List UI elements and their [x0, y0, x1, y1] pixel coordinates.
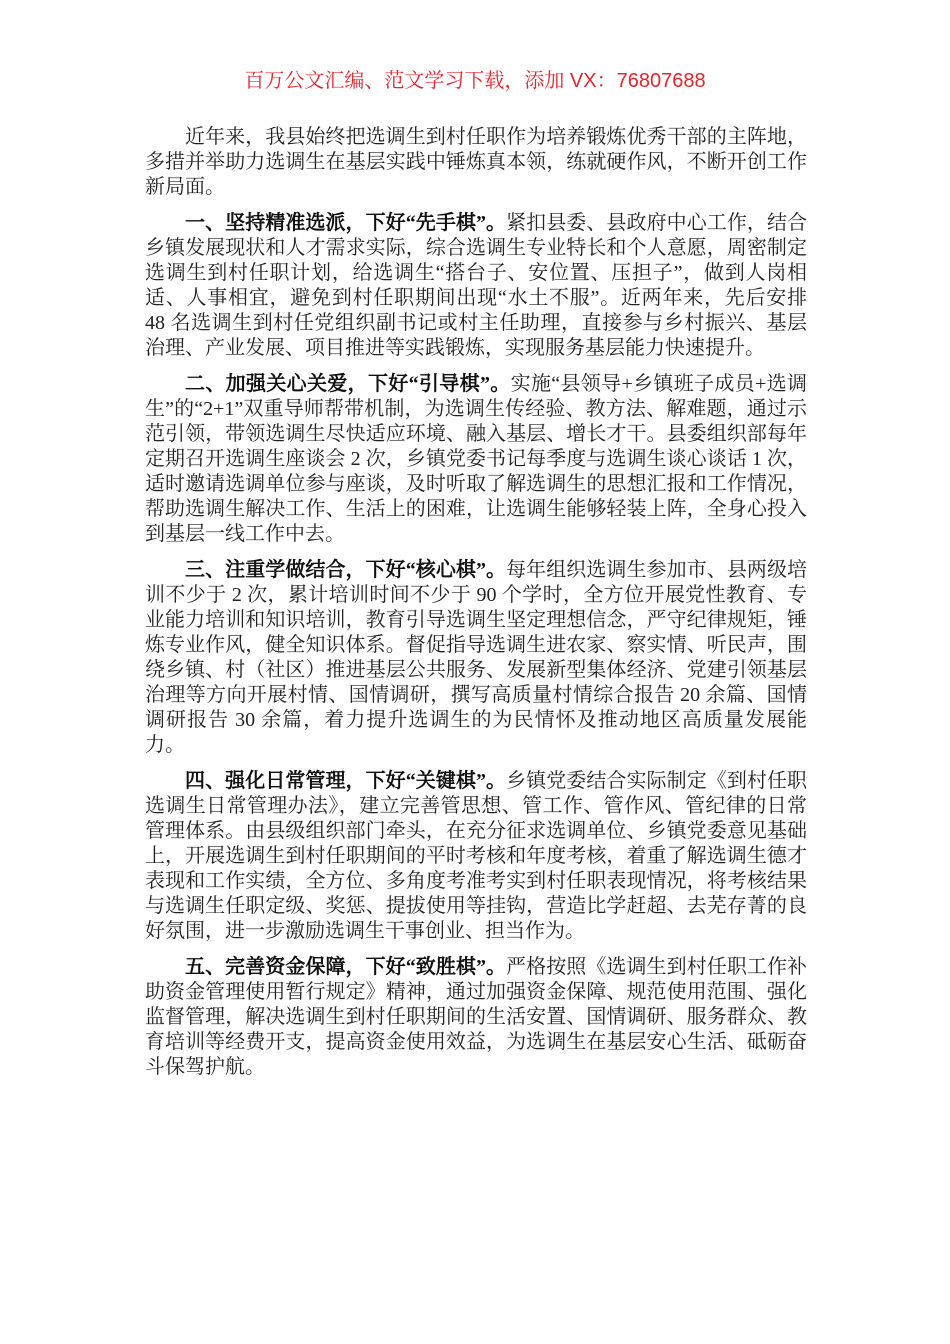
intro-paragraph: 近年来，我县始终把选调生到村任职作为培养锻炼优秀干部的主阵地，多措并举助力选调生在基层实践中锤炼真本领，练就硬作风，不断开创工作新局面。	[145, 126, 807, 198]
section-body: 实施“县领导+乡镇班子成员+选调生”的“2+1”双重导师帮带机制，为选调生传经验、教方法、解难题，通过示范引领，带领选调生尽快适应环境、融入基层、增长才干。县委组织部每年定期召开选调生座谈会 2 次，乡镇党委书记每季度与选调生谈心谈话 1 次，适时邀请选调单位参与座谈，及时听取了解选调生的思想汇报和工作情况，帮助选调生解决工作、生活上的困难，让选调生能够轻装上阵，全身心投入到基层一线工作中去。	[145, 373, 808, 545]
section-heading: 五、完善资金保障，下好“致胜棋”。	[185, 956, 507, 978]
section-body: 乡镇党委结合实际制定《到村任职选调生日常管理办法》，建立完善管思想、管工作、管作风、管纪律的日常管理体系。由县级组织部门牵头，在充分征求选调单位、乡镇党委意见基础上，开展选调生到村任职期间的平时考核和年度考核，着重了解选调生德才表现和工作实绩，全方位、多角度考准考实到村任职表现情况，将考核结果与选调生任职定级、奖惩、提拔使用等挂钩，营造比学赶超、去芜存菁的良好氛围，进一步激励选调生干事创业、担当作为。	[145, 770, 808, 942]
section-heading: 二、加强关心关爱，下好“引导棋”。	[185, 373, 511, 395]
section-4	[145, 769, 807, 944]
section-heading: 四、强化日常管理，下好“关键棋”。	[185, 770, 507, 792]
section-2	[145, 372, 807, 547]
section-heading: 三、注重学做结合，下好“核心棋”。	[185, 559, 507, 581]
section-body: 紧扣县委、县政府中心工作，结合乡镇发展现状和人才需求实际，综合选调生专业特长和个人意愿，周密制定选调生到村任职计划，给选调生“搭台子、安位置、压担子”，做到人岗相适、人事相宜，避免到村任职期间出现“水土不服”。近两年来，先后安排 48 名选调生到村任党组织副书记或村主任助理，直接参与乡村振兴、基层治理、产业发展、项目推进等实践锻炼，实现服务基层能力快速提升。	[145, 212, 808, 359]
section-heading: 一、坚持精准选派，下好“先手棋”。	[185, 212, 507, 234]
section-3	[145, 558, 807, 758]
section-body: 严格按照《选调生到村任职工作补助资金管理使用暂行规定》精神，通过加强资金保障、规范使用范围、强化监督管理，解决选调生到村任职期间的生活安置、国情调研、服务群众、教育培训等经费开支，提高资金使用效益，为选调生在基层安心生活、砥砺奋斗保驾护航。	[145, 956, 808, 1078]
watermark-banner: 百万公文汇编、范文学习下载，添加 VX：76807688	[244, 70, 706, 92]
document-body	[145, 125, 807, 1091]
section-1	[145, 211, 807, 361]
section-body: 每年组织选调生参加市、县两级培训不少于 2 次，累计培训时间不少于 90 个学时，全方位开展党性教育、专业能力培训和知识培训，教育引导选调生坚定理想信念，严守纪律规矩，锤炼专业作风，健全知识体系。督促指导选调生进农家、察实情、听民声，围绕乡镇、村（社区）推进基层公共服务、发展新型集体经济、党建引领基层治理等方向开展村情、国情调研，撰写高质量村情综合报告 20 余篇、国情调研报告 30 余篇，着力提升选调生的为民情怀及推动地区高质量发展能力。	[145, 559, 808, 756]
section-5	[145, 955, 807, 1080]
